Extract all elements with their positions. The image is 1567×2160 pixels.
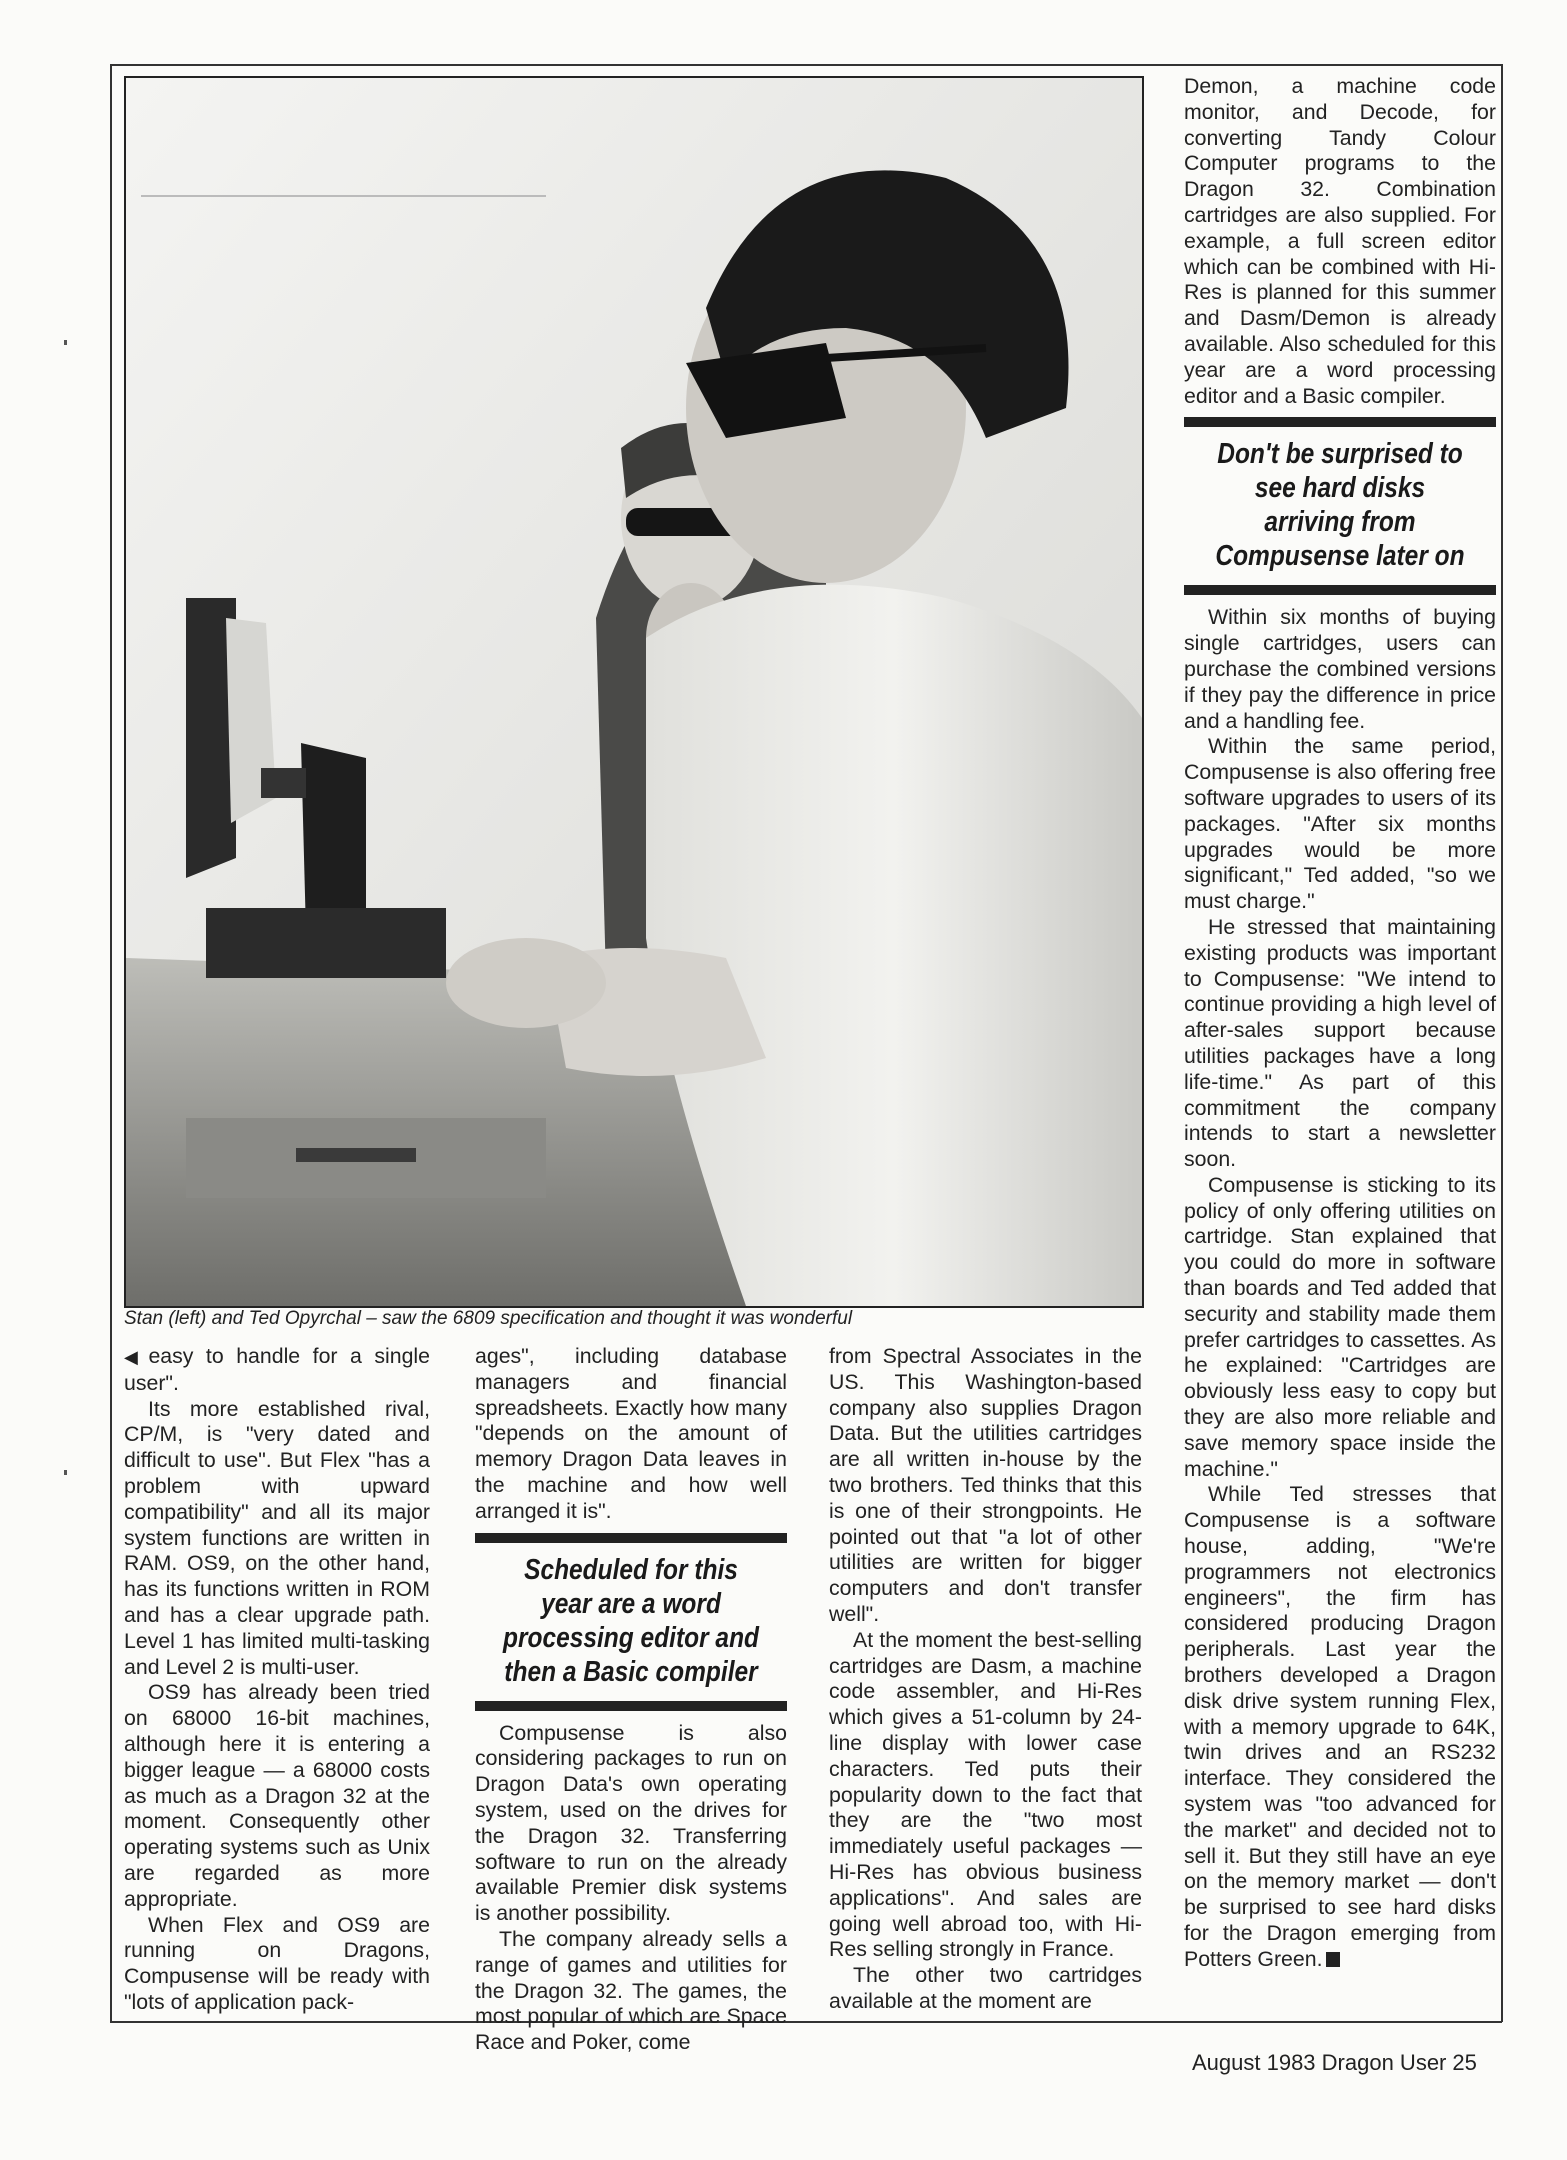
page-number: 25 — [1452, 2050, 1477, 2075]
paragraph-text: While Ted stresses that Compusense is a software house, adding, "We're programmers not electronics engineers", the firm has considered producing Dragon peripherals. Last year the brothers developed a Dragon disk drive system running Flex, with a memory upgrade to 64K, twin drives and an RS232 interface. They considered the system was "too advanced for the market" and decided not to sell it. But they still have an eye on the memory market — don't be surprised to see hard disks for the Dragon emerging from Potters Green. — [1184, 1482, 1496, 1971]
scan-speck — [64, 1470, 67, 1475]
pull-quote — [1184, 417, 1496, 595]
frame-bottom-rule — [110, 2021, 1502, 2023]
frame-top-rule — [110, 64, 1502, 66]
drive-slot — [296, 1148, 416, 1162]
page-footer — [1192, 2050, 1483, 2076]
issue-label: August 1983 Dragon User — [1192, 2050, 1447, 2075]
paragraph — [124, 1344, 430, 1397]
ted-hand — [446, 938, 606, 1028]
pull-quote-rule — [475, 1533, 787, 1543]
article-column-2 — [475, 1344, 787, 2056]
left-triangle-arrow-icon: ◀ — [124, 1347, 145, 1367]
paragraph: Compusense is sticking to its policy of only offering utilities on cartridge. Stan explained that you could do more in software than boards and Ted added that security and stability made them prefer cartridges to cassettes. As he explained: "Cartridges are obviously less easy to copy but they are also more reliable and save memory space inside the machine." — [1184, 1172, 1496, 1481]
paragraph-text: easy to handle for a single user". — [124, 1344, 430, 1395]
paragraph: The other two cartridges available at the moment are — [829, 1963, 1142, 2013]
photo-illustration — [126, 78, 1142, 1306]
end-of-article-square-icon — [1326, 1952, 1340, 1967]
pull-quote-text: Don't be surprised to see hard disks arriving from Compusense later on — [1215, 438, 1465, 573]
ted-shirt — [646, 585, 1142, 1306]
paragraph: OS9 has already been tried on 68000 16-bit machines, although here it is entering a bigger league — a 68000 costs as much as a Dragon 32 at the moment. Consequently other operating systems such as Unix are regarded as more appropriate. — [124, 1680, 430, 1911]
article-photo — [124, 76, 1144, 1308]
photo-caption: Stan (left) and Ted Opyrchal – saw the 6809 specification and thought it was wonderful — [124, 1308, 853, 1329]
paragraph: Within six months of buying single cartridges, users can purchase the combined versions if they pay the difference in price and a handling fee. — [1184, 605, 1496, 733]
paragraph: When Flex and OS9 are running on Dragons, Compusense will be ready with "lots of application pack- — [124, 1912, 430, 2014]
paragraph: The company already sells a range of games and utilities for the Dragon 32. The games, the most popular of which are Space Race and Poker, come — [475, 1926, 787, 2055]
paragraph — [1184, 1482, 1496, 1972]
pull-quote-rule — [1184, 585, 1496, 595]
second-monitor — [301, 743, 366, 933]
article-column-3 — [829, 1344, 1142, 2015]
paragraph: from Spectral Associates in the US. This Washington-based company also supplies Dragon Data. But the utilities cartridges are all written in-house by the two brothers. Ted thinks that this is one of their strongpoints. He pointed out that "a lot of other utilities are written for bigger computers and don't transfer well". — [829, 1344, 1142, 1626]
frame-right-rule — [1501, 64, 1503, 2022]
paragraph: Within the same period, Compusense is also offering free software upgrades to users of its packages. "After six months upgrades would be more significant," Ted added, "so we must charge." — [1184, 734, 1496, 914]
paragraph: Its more established rival, CP/M, is "very dated and difficult to use". But Flex "has a problem with upward compatibility" and all its major system functions are written in RAM. OS9, on the other hand, has its functions written in ROM and has a clear upgrade path. Level 1 has limited multi-tasking and Level 2 is multi-user. — [124, 1396, 430, 1679]
paragraph: At the moment the best-selling cartridges are Dasm, a machine code assembler, and Hi-Res which gives a 51-column by 24-line display with lower case characters. Ted puts their popularity down to the fact that they are the "two most immediately useful packages — Hi-Res has obvious business applications". And sales are going well abroad too, with Hi-Res selling strongly in France. — [829, 1627, 1142, 1962]
article-column-4 — [1184, 74, 1496, 1973]
pull-quote-text: Scheduled for this year are a word processing editor and then a Basic compiler — [502, 1553, 760, 1688]
paragraph: Demon, a machine code monitor, and Decode, for converting Tandy Colour Computer programs to the Dragon 32. Combination cartridges are also supplied. For example, a full screen editor which can be combined with Hi-Res is planned for this summer and Dasm/Demon is already available. Also scheduled for this year are a word processing editor and a Basic compiler. — [1184, 74, 1496, 408]
monitor-stand — [261, 768, 306, 798]
pull-quote-rule — [1184, 417, 1496, 427]
pull-quote — [475, 1533, 787, 1711]
keyboard — [206, 908, 446, 978]
pull-quote-rule — [475, 1701, 787, 1711]
paragraph: He stressed that maintaining existing products was important to Compusense: "We intend to continue providing a high level of after-sales support because utilities packages have a long life-time." As part of this commitment the company intends to start a newsletter soon. — [1184, 914, 1496, 1172]
frame-left-rule — [110, 64, 112, 2022]
paragraph: Compusense is also considering packages to run on Dragon Data's own operating system, used on the drives for the Dragon 32. Transferring software to run on the already available Premier disk systems is another possibility. — [475, 1720, 787, 1926]
article-column-1 — [124, 1344, 430, 2016]
scan-speck — [64, 340, 67, 345]
paragraph: ages", including database managers and financial spreadsheets. Exactly how many "depends on the amount of memory Dragon Data leaves in the machine and how well arranged it is". — [475, 1344, 787, 1523]
